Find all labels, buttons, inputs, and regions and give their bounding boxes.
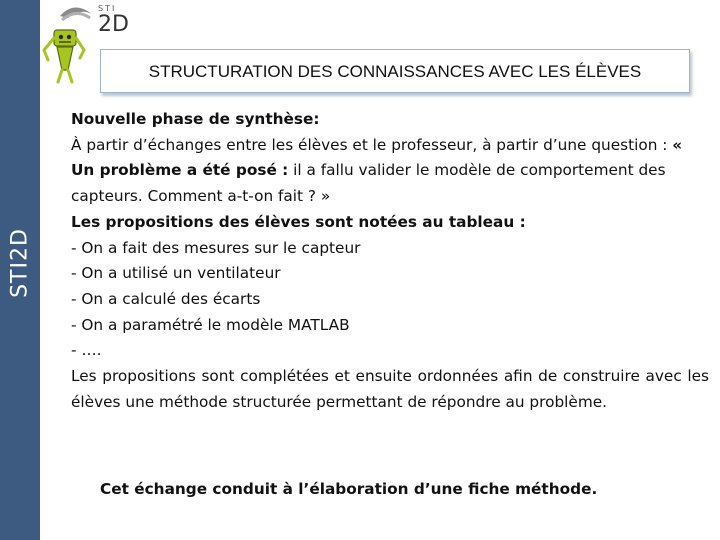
list-item: - On a fait des mesures sur le capteur <box>71 238 361 257</box>
conclusion-paragraph: Les propositions sont complétées et ensuite ordonnées afin de construire avec les élèves une méthode structurée permettant de répondre au problème. <box>71 367 709 411</box>
slide-content <box>71 107 709 415</box>
list-item: - …. <box>71 341 102 360</box>
list-item: - On a paramétré le modèle MATLAB <box>71 315 350 334</box>
intro-paragraph <box>71 133 709 210</box>
footer-statement: Cet échange conduit à l’élaboration d’une fiche méthode. <box>100 480 598 498</box>
intro-text-end: il a fallu valider le modèle de comportement des capteurs. Comment a-t-on fait ? » <box>71 161 666 206</box>
logo-big-text: 2D <box>98 12 129 37</box>
synthesis-heading: Nouvelle phase de synthèse: <box>71 110 320 128</box>
side-bar <box>0 0 40 540</box>
sidebar-label: STI2D <box>7 228 33 298</box>
intro-text-start: À partir d’échanges entre les élèves et le professeur, à partir d’une question : <box>71 135 673 154</box>
list-item: - On a utilisé un ventilateur <box>71 264 281 283</box>
logo-small-text: STI <box>98 4 117 13</box>
slide-title: STRUCTURATION DES CONNAISSANCES AVEC LES ÉLÈVES <box>148 62 642 81</box>
slide-title-box <box>100 49 690 93</box>
intro-text-bold: « Un problème a été posé : <box>71 135 683 180</box>
proposals-heading: Les propositions des élèves sont notées au tableau : <box>71 212 526 231</box>
robot-mascot-icon <box>40 2 100 84</box>
list-item: - On a calculé des écarts <box>71 289 261 308</box>
